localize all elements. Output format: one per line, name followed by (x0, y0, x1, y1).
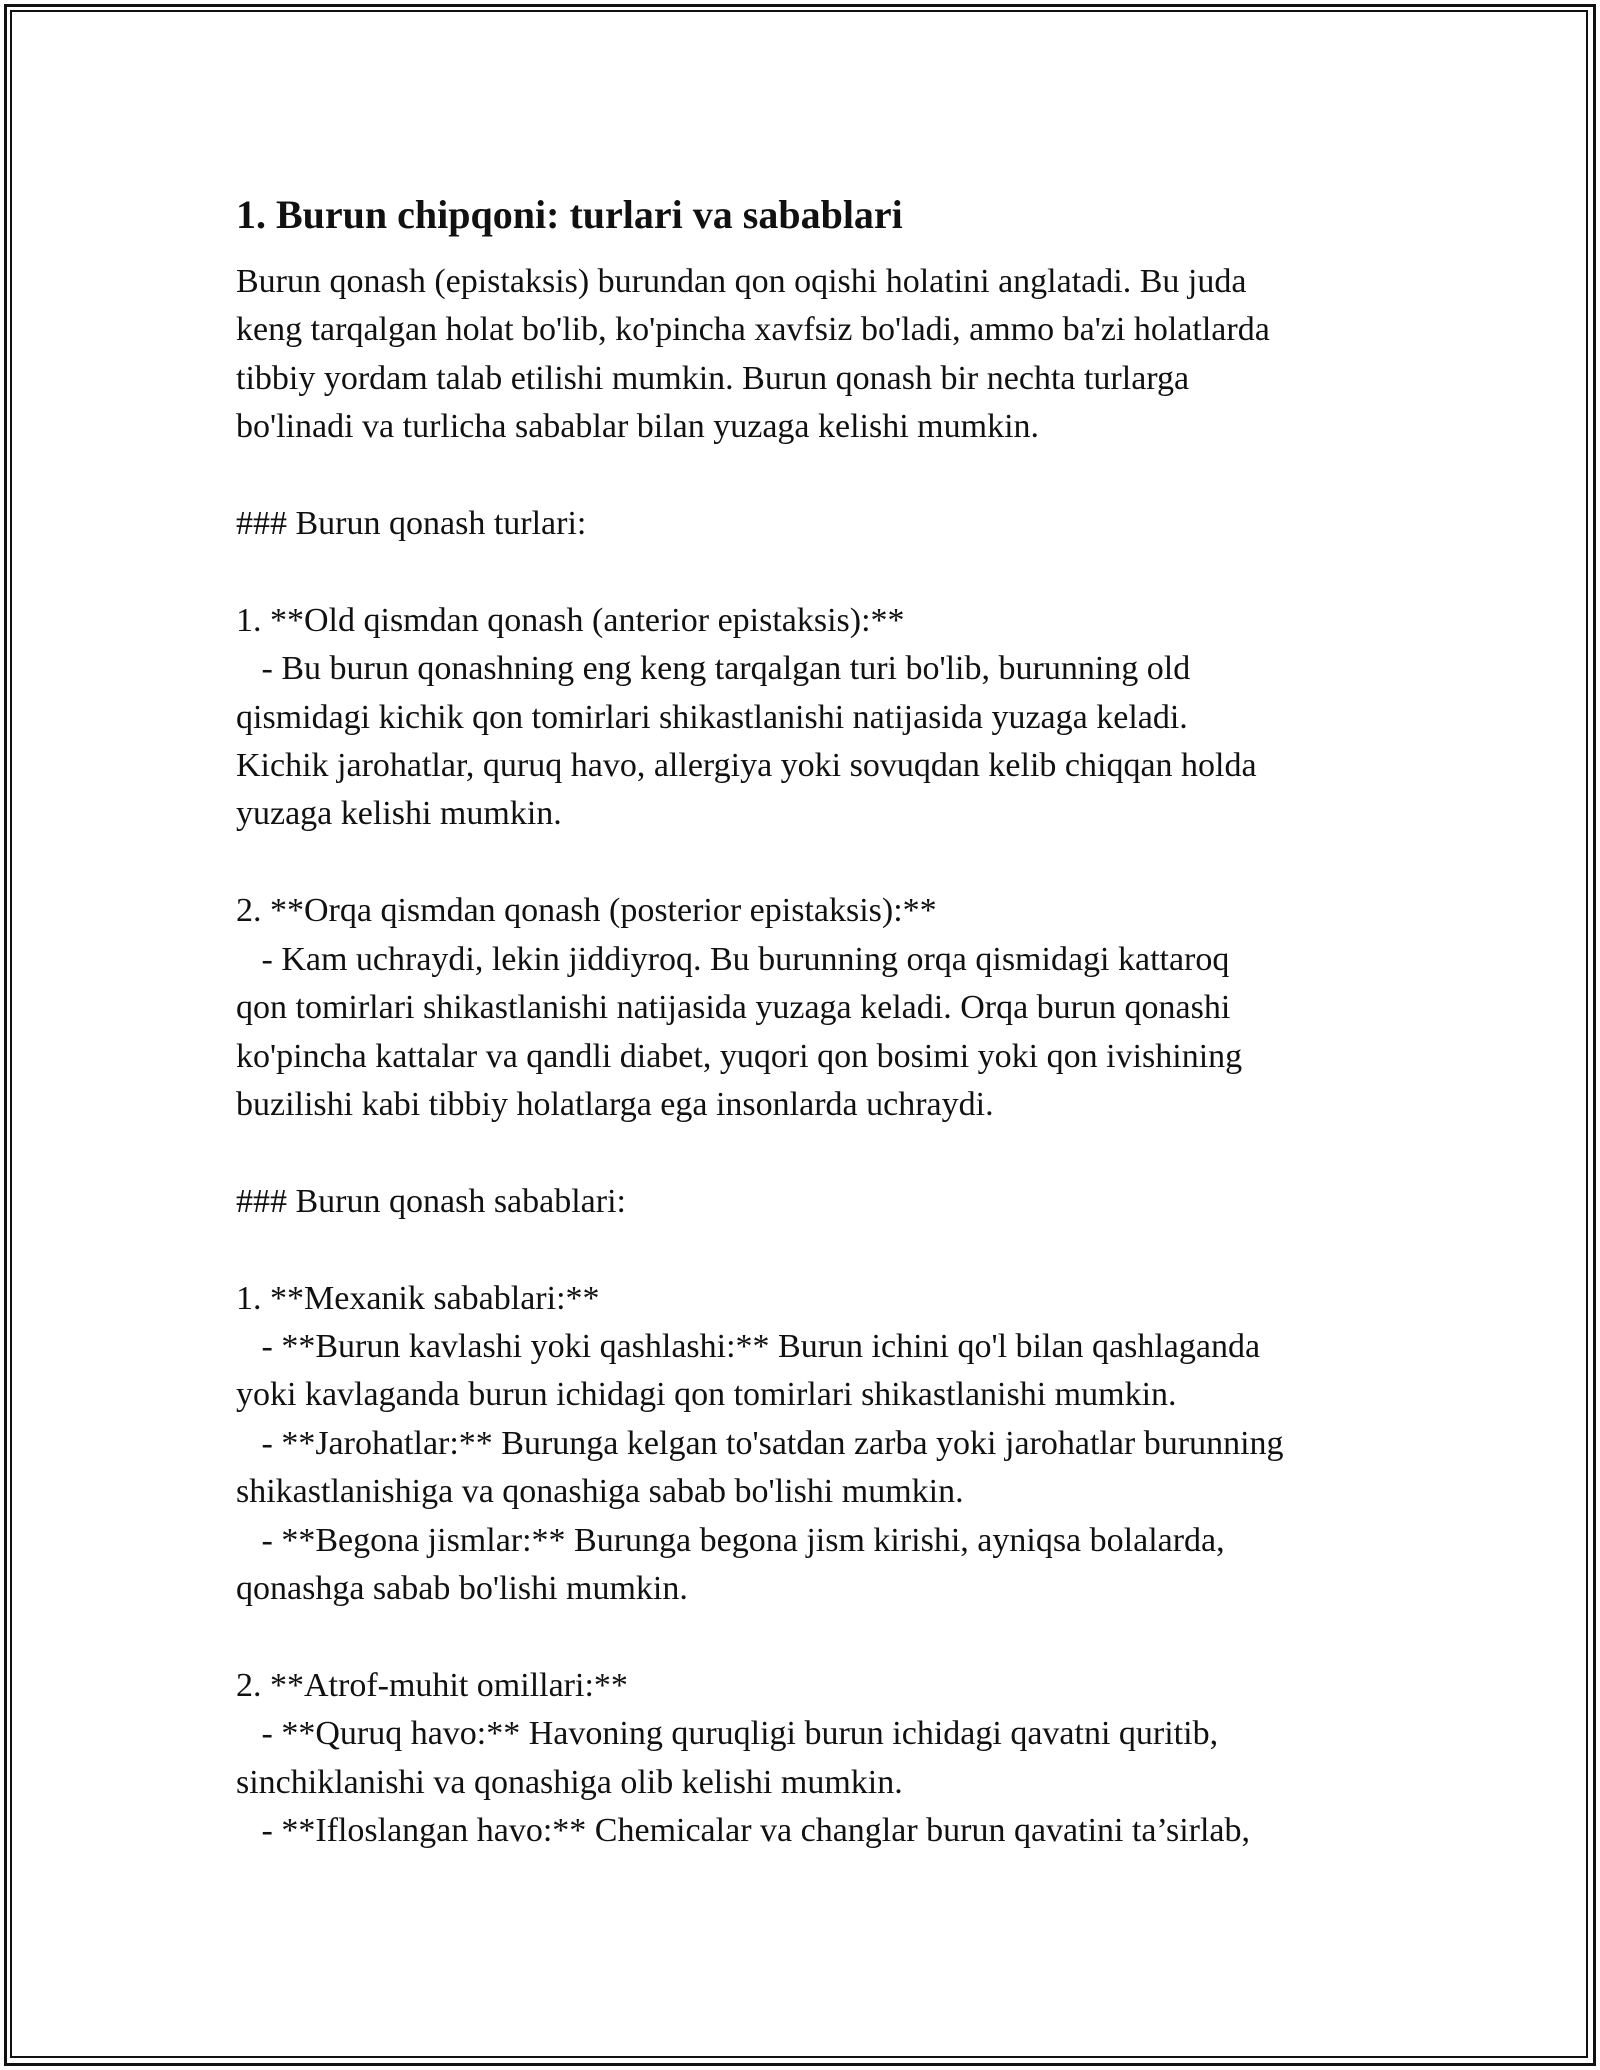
list-item-heading: 1. **Old qismdan qonash (anterior epistaksis):** (236, 601, 905, 639)
body-line: - **Ifloslangan havo:** Chemicalar va changlar burun qavatini ta’sirlab, (236, 1812, 1251, 1849)
body-line: - Bu burun qonashning eng keng tarqalgan turi bo'lib, burunning old (236, 650, 1191, 688)
body-line: Kichik jarohatlar, quruq havo, allergiya yoki sovuqdan kelib chiqqan holda (236, 747, 1257, 785)
body-line: - **Begona jismlar:** Burunga begona jism kirishi, ayniqsa bolalarda, (236, 1521, 1225, 1559)
body-line: qon tomirlari shikastlanishi natijasida yuzaga keladi. Orqa burun qonashi (236, 989, 1231, 1027)
body-line: bo'linadi va turlicha sabablar bilan yuzaga kelishi mumkin. (236, 408, 1040, 446)
document-title: 1. Burun chipqoni: turlari va sabablari (236, 192, 903, 237)
body-line: tibbiy yordam talab etilishi mumkin. Burun qonash bir nechta turlarga (236, 359, 1190, 397)
body-line: ko'pincha kattalar va qandli diabet, yuqori qon bosimi yoki qon ivishining (236, 1037, 1243, 1075)
document-body (236, 258, 1416, 1855)
body-line: qonashga sabab bo'lishi mumkin. (236, 1569, 688, 1607)
body-line: - Kam uchraydi, lekin jiddiyroq. Bu burunning orqa qismidagi kattaroq (236, 940, 1230, 978)
body-line: yuzaga kelishi mumkin. (236, 795, 562, 833)
blank-line (236, 839, 1416, 887)
blank-line (236, 548, 1416, 596)
body-line: Burun qonash (epistaksis) burundan qon oqishi holatini anglatadi. Bu juda (236, 263, 1247, 300)
section-heading: ### Burun qonash turlari: (236, 505, 587, 543)
body-line: qismidagi kichik qon tomirlari shikastlanishi natijasida yuzaga keladi. (236, 698, 1188, 736)
body-line: sinchiklanishi va qonashiga olib kelishi mumkin. (236, 1763, 903, 1801)
body-line: - **Jarohatlar:** Burunga kelgan to'satdan zarba yoki jarohatlar burunning (236, 1424, 1284, 1462)
blank-line (236, 1226, 1416, 1274)
blank-line (236, 1613, 1416, 1661)
document-content (236, 188, 1416, 1855)
body-line: keng tarqalgan holat bo'lib, ko'pincha xavfsiz bo'ladi, ammo ba'zi holatlarda (236, 311, 1270, 349)
body-line: - **Burun kavlashi yoki qashlashi:** Burun ichini qo'l bilan qashlaganda (236, 1327, 1261, 1365)
body-line: yoki kavlaganda burun ichidagi qon tomirlari shikastlanishi mumkin. (236, 1376, 1177, 1414)
body-line: buzilishi kabi tibbiy holatlarga ega insonlarda uchraydi. (236, 1085, 994, 1123)
blank-line (236, 452, 1416, 500)
blank-line (236, 1129, 1416, 1177)
body-line: shikastlanishiga va qonashiga sabab bo'lishi mumkin. (236, 1473, 964, 1511)
list-item-heading: 1. **Mexanik sabablari:** (236, 1279, 600, 1317)
list-item-heading: 2. **Atrof-muhit omillari:** (236, 1666, 628, 1704)
list-item-heading: 2. **Orqa qismdan qonash (posterior epistaksis):** (236, 892, 937, 930)
section-heading: ### Burun qonash sabablari: (236, 1182, 626, 1220)
body-line: - **Quruq havo:** Havoning quruqligi burun ichidagi qavatni quritib, (236, 1715, 1219, 1753)
